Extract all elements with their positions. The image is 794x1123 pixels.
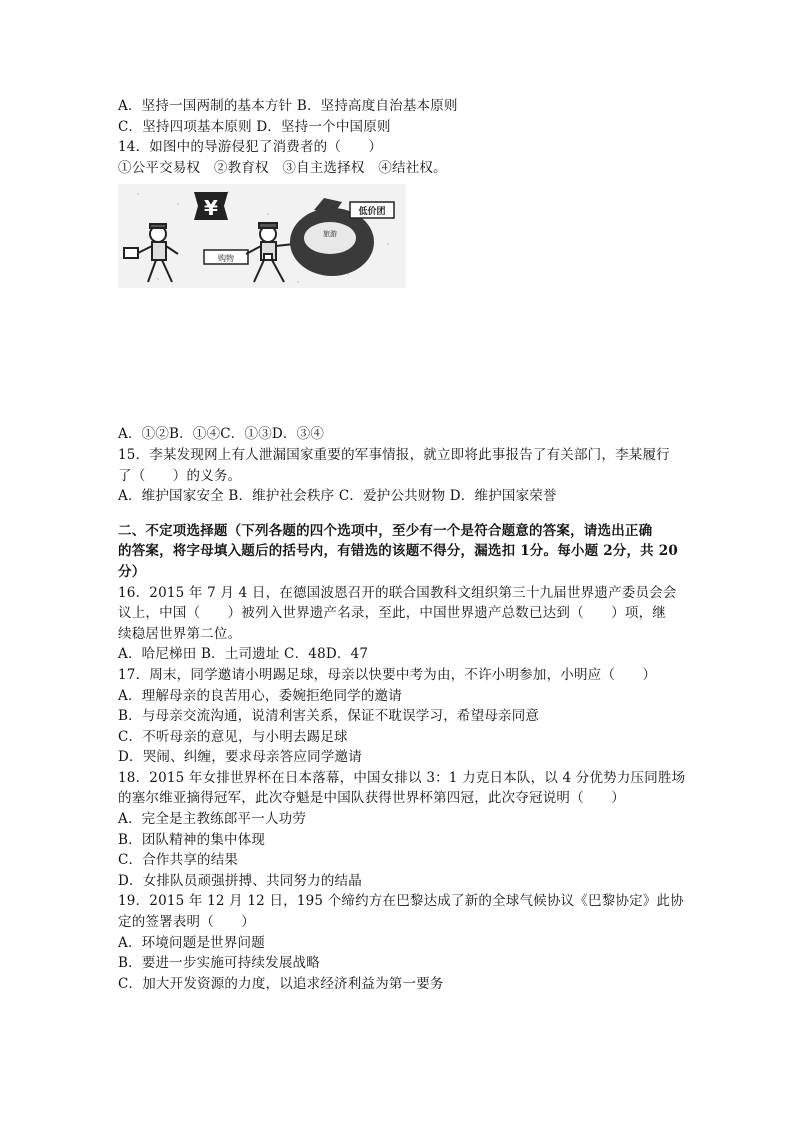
q17-option-a: A．理解母亲的良苦用心，委婉拒绝同学的邀请 bbox=[118, 687, 402, 704]
q13-option-cd: C．坚持四项基本原则 D．坚持一个中国原则 bbox=[118, 118, 391, 135]
yuan-sign-icon bbox=[194, 192, 228, 220]
section2-heading-line1: 二、不定项选择题（下列各题的四个选项中，至少有一个是符合题意的答案，请选出正确 bbox=[118, 522, 653, 539]
q19-line2: 定的签署表明（ ） bbox=[118, 914, 255, 931]
q14-stem: 14．如图中的导游侵犯了消费者的（ ） bbox=[118, 139, 383, 156]
cartoon-illustration bbox=[118, 184, 406, 288]
q15-stem-line1: 15．李某发现网上有人泄漏国家重要的军事情报，就立即将此事报告了有关部门，李某履行 bbox=[118, 446, 670, 463]
q18-option-a: A．完全是主教练郎平一人功劳 bbox=[118, 811, 307, 828]
q13-option-ab: A．坚持一国两制的基本方针 B．坚持高度自治基本原则 bbox=[118, 98, 458, 114]
section2-heading-line3: 分） bbox=[118, 563, 146, 580]
q16-line3: 续稳居世界第二位。 bbox=[118, 625, 242, 642]
section2-heading-line2: 的答案，将字母填入题后的括号内，有错选的该题不得分，漏选扣 1分。每小题 2分，共 20 bbox=[118, 543, 678, 560]
q16-options: A．哈尼梯田 B．土司遗址 C．48D．47 bbox=[118, 646, 369, 663]
tour-guide-cartoon bbox=[118, 184, 406, 288]
q17-option-b: B．与母亲交流沟通，说清利害关系，保证不耽误学习，希望母亲同意 bbox=[118, 708, 540, 725]
shopping-sign-label: 购物 bbox=[218, 254, 234, 264]
q19-option-b: B．要进一步实施可持续发展战略 bbox=[118, 955, 320, 972]
bag-label: 旅游 bbox=[323, 230, 337, 239]
q17-stem: 17．周末，同学邀请小明踢足球，母亲以快要中考为由，不许小明参加，小明应（ ） bbox=[118, 666, 657, 683]
q19-line1: 19．2015 年 12 月 12 日，195 个缔约方在巴黎达成了新的全球气候协议《巴黎协定》此协 bbox=[118, 893, 684, 910]
q18-option-d: D．女排队员顽强拼搏、共同努力的结晶 bbox=[118, 872, 362, 889]
q19-option-a: A．环境问题是世界问题 bbox=[118, 934, 265, 951]
q14-options: A．①②B．①④C．①③D．③④ bbox=[118, 426, 325, 443]
svg-text:¥: ¥ bbox=[204, 196, 218, 221]
exam-page bbox=[118, 96, 686, 994]
q15-stem-line2: 了（ ）的义务。 bbox=[118, 467, 242, 484]
q18-option-b: B．团队精神的集中体现 bbox=[118, 831, 266, 848]
q18-line2: 的塞尔维亚摘得冠军，此次夺魁是中国队获得世界杯第四冠，此次夺冠说明（ ） bbox=[118, 790, 625, 807]
q16-line1: 16．2015 年 7 月 4 日，在德国波恩召开的联合国教科文组织第三十九届世界遗产委员会会 bbox=[118, 584, 677, 601]
q18-line1: 18．2015 年女排世界杯在日本落幕，中国女排以 3：1 力克日本队，以 4 分优势力压同胜场 bbox=[118, 769, 686, 786]
q14-figure-area bbox=[118, 178, 678, 424]
q18-option-c: C．合作共享的结果 bbox=[118, 852, 239, 869]
shopping-sign bbox=[204, 250, 248, 264]
low-price-tag bbox=[350, 202, 394, 218]
q19-option-c: C．加大开发资源的力度，以追求经济利益为第一要务 bbox=[118, 975, 444, 992]
q17-option-d: D．哭闹、纠缠，要求母亲答应同学邀请 bbox=[118, 749, 362, 766]
q17-option-c: C．不听母亲的意见，与小明去踢足球 bbox=[118, 728, 348, 745]
q14-choices: ①公平交易权 ②教育权 ③自主选择权 ④结社权。 bbox=[118, 159, 447, 176]
q15-options: A．维护国家安全 B．维护社会秩序 C．爱护公共财物 D．维护国家荣誉 bbox=[118, 488, 557, 505]
q16-line2: 议上，中国（ ）被列入世界遗产名录，至此，中国世界遗产总数已达到（ ）项，继 bbox=[118, 605, 666, 622]
low-price-tag-label: 低价团 bbox=[358, 207, 386, 218]
